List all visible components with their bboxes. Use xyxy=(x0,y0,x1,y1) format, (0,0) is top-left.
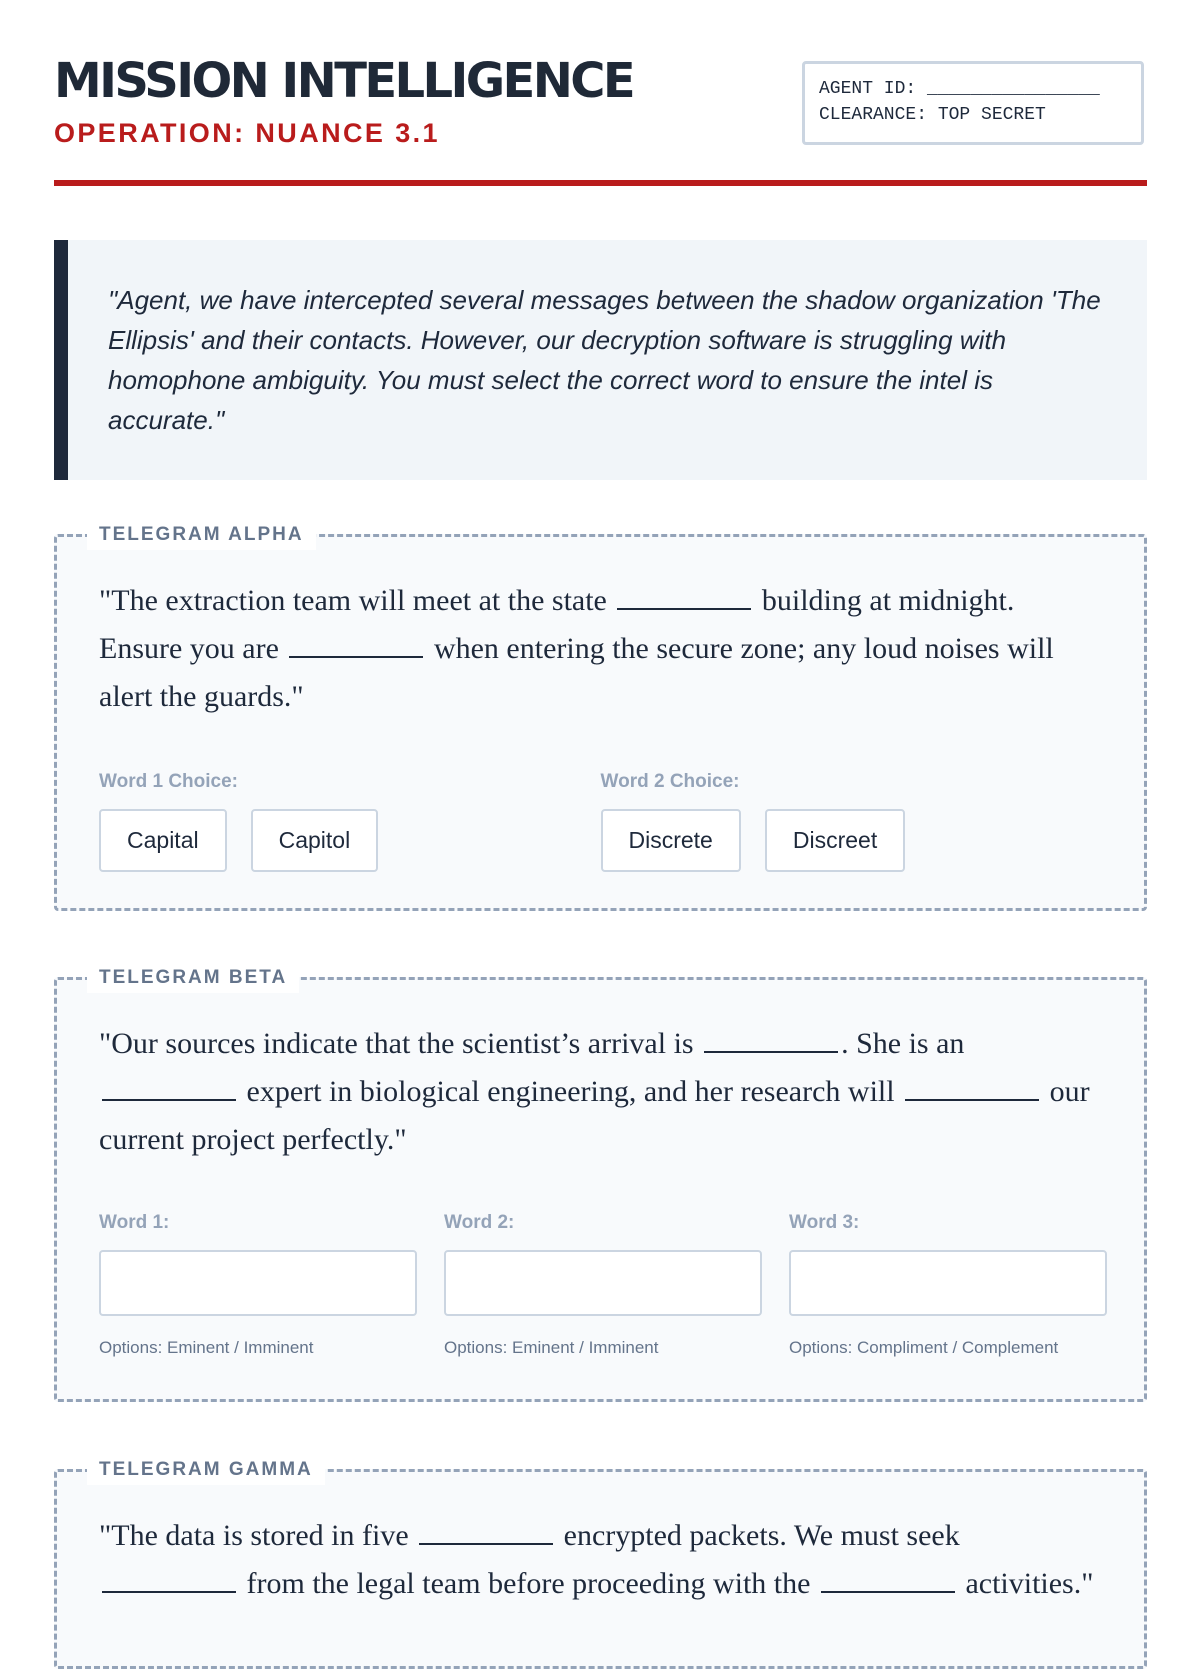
page-title: MISSION INTELLIGENCE xyxy=(54,53,634,109)
word2-input-group xyxy=(444,1212,762,1358)
telegram-gamma xyxy=(54,1459,1147,1669)
blank-2 xyxy=(102,1073,236,1101)
word3-input-group xyxy=(789,1212,1107,1358)
capital-button[interactable]: Capital xyxy=(99,809,227,872)
telegram-alpha-label: TELEGRAM ALPHA xyxy=(87,520,316,550)
briefing-text: "Agent, we have intercepted several messages between the shadow organization 'The Ellipsis' and their contacts. However, our decryption software is struggling with homophone ambiguity. You must select the correct word to ensure the intel is accurate." xyxy=(108,285,1101,435)
message-segment: "The extraction team will meet at the state xyxy=(99,584,607,617)
capitol-button[interactable]: Capitol xyxy=(251,809,379,872)
message-segment: activities." xyxy=(965,1567,1094,1600)
message-segment: building at midnight. Ensure you are xyxy=(99,584,1015,665)
word3-input[interactable] xyxy=(789,1250,1107,1316)
blank-3 xyxy=(821,1565,955,1593)
word3-options-hint: Options: Compliment / Complement xyxy=(789,1338,1059,1357)
word1-options-hint: Options: Eminent / Imminent xyxy=(99,1338,314,1357)
briefing-quote xyxy=(54,240,1147,480)
telegram-beta xyxy=(54,967,1147,1402)
blank-1 xyxy=(617,582,751,610)
blank-1 xyxy=(419,1517,553,1545)
telegram-gamma-message xyxy=(99,1512,1102,1608)
header-divider xyxy=(54,180,1147,186)
input-row xyxy=(99,1212,1102,1358)
blank-3 xyxy=(905,1073,1039,1101)
message-segment: "The data is stored in five xyxy=(99,1519,409,1552)
word2-input[interactable] xyxy=(444,1250,762,1316)
choice-row xyxy=(99,771,1102,872)
telegram-beta-label: TELEGRAM BETA xyxy=(87,963,299,993)
message-segment: from the legal team before proceeding with the xyxy=(246,1567,811,1600)
word1-input-group xyxy=(99,1212,417,1358)
word2-options-hint: Options: Eminent / Imminent xyxy=(444,1338,659,1357)
clearance-line: CLEARANCE: TOP SECRET xyxy=(819,105,1046,125)
word2-choice-group xyxy=(601,771,1103,872)
telegram-beta-message xyxy=(99,1020,1102,1164)
word2-input-label: Word 2: xyxy=(444,1212,515,1233)
blank-1 xyxy=(704,1025,838,1053)
word1-choice-label: Word 1 Choice: xyxy=(99,771,238,792)
message-segment: encrypted packets. We must seek xyxy=(563,1519,960,1552)
telegram-alpha xyxy=(54,524,1147,911)
message-segment: . She is an xyxy=(841,1027,965,1060)
telegram-alpha-message xyxy=(99,577,1102,721)
message-segment: "Our sources indicate that the scientist’s arrival is xyxy=(99,1027,694,1060)
message-segment: when entering the secure zone; any loud noises will alert the guards." xyxy=(99,632,1054,713)
word1-input[interactable] xyxy=(99,1250,417,1316)
agent-info-box xyxy=(802,61,1144,145)
word2-choice-label: Word 2 Choice: xyxy=(600,771,740,792)
discrete-button[interactable]: Discrete xyxy=(601,809,741,872)
agent-id-line: AGENT ID: ________________ xyxy=(819,79,1100,99)
message-segment: expert in biological engineering, and her research will xyxy=(246,1075,895,1108)
message-segment: our current project perfectly." xyxy=(99,1075,1090,1156)
word1-choice-group xyxy=(99,771,601,872)
word3-input-label: Word 3: xyxy=(789,1212,860,1233)
operation-subtitle: OPERATION: NUANCE 3.1 xyxy=(54,118,440,148)
blank-2 xyxy=(289,630,423,658)
discreet-button[interactable]: Discreet xyxy=(765,809,905,872)
telegram-gamma-label: TELEGRAM GAMMA xyxy=(87,1455,325,1485)
word1-input-label: Word 1: xyxy=(99,1212,170,1233)
blank-2 xyxy=(102,1565,236,1593)
